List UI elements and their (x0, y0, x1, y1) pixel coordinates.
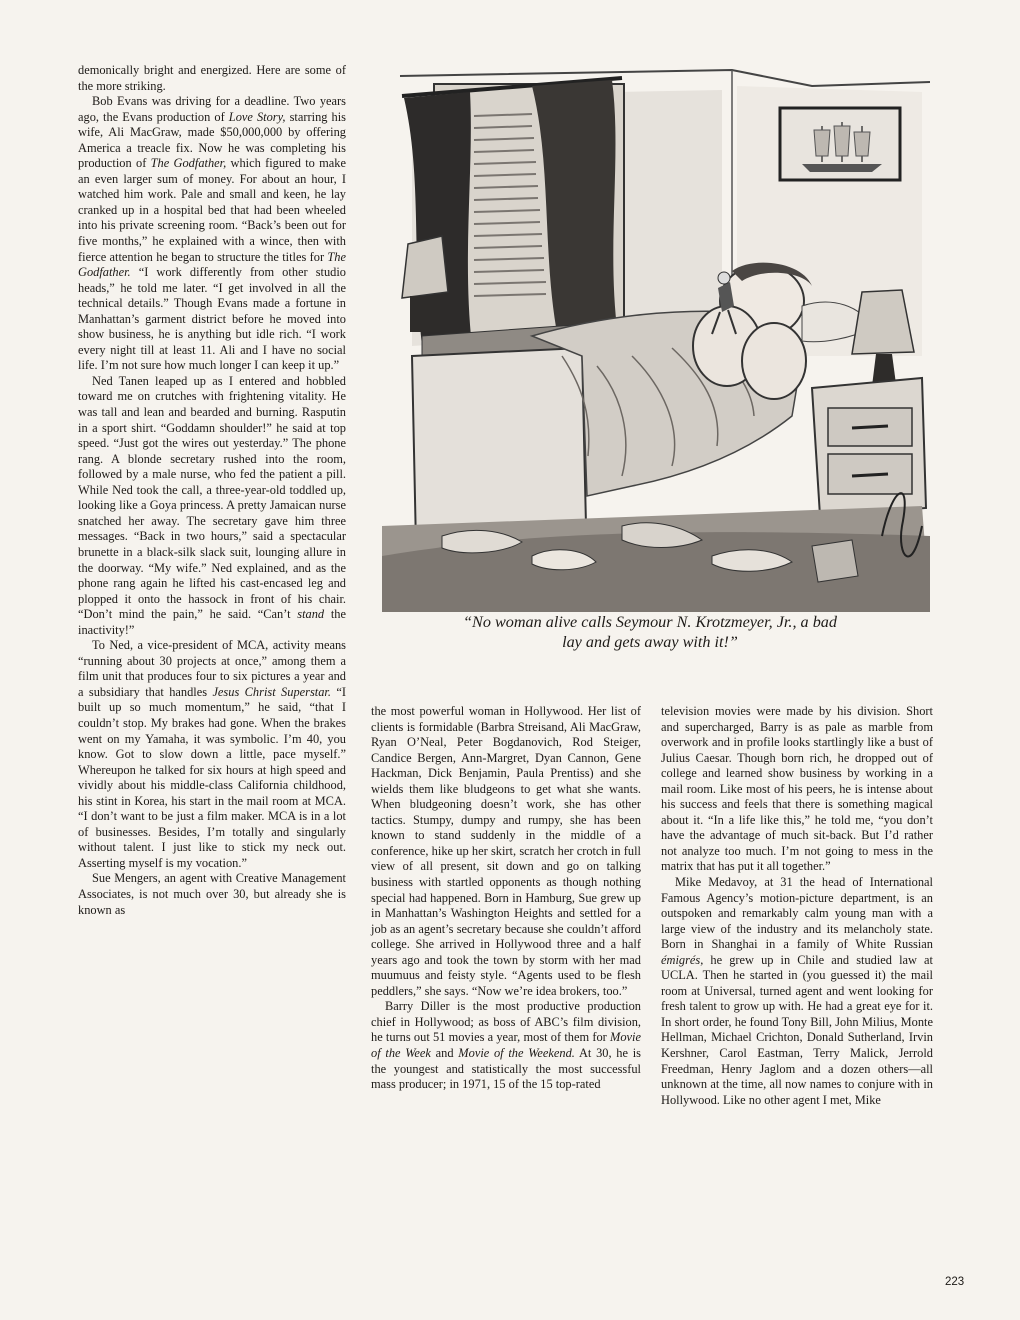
cartoon-caption (370, 612, 930, 652)
italic-title: Movie of the Week (371, 1030, 641, 1061)
caption-line-2: lay and gets away with it!” (562, 633, 738, 651)
paragraph (661, 875, 933, 1108)
paragraph (78, 638, 346, 871)
article-column-1 (78, 63, 346, 918)
italic-title: Movie of the Weekend. (458, 1046, 575, 1061)
paragraph-text: the inactivity!” (78, 607, 346, 637)
article-column-3 (661, 704, 933, 1108)
paragraph-text: Mike Medavoy, at 31 the head of International Famous Agency’s motion-picture department, is an outspoken and remarkably calm young man with a large view of the industry and its melancholy state. Born in Shanghai in a family of White Russian (661, 875, 933, 952)
italic-title: émigrés, (661, 952, 704, 967)
cartoon-illustration (382, 56, 930, 612)
paragraph (78, 871, 346, 918)
paragraph (78, 374, 346, 638)
paragraph (371, 704, 641, 999)
paragraph-text: starring his wife, Ali MacGraw, made $50,000,000 by offering America a treacle fix. Now he was completing his production of (78, 109, 346, 171)
italic-title: The Godfather. (78, 249, 346, 280)
paragraph (661, 704, 933, 875)
paragraph (371, 999, 641, 1092)
paragraph-text: he grew up in Chile and studied law at UCLA. Then he started in (you guessed it) the mail room at Universal, turned agent and went looking for fresh talent to grow up with. He had a great eye for it. In short order, he found Tony Bill, John Milius, Monte Hellman, Michael Crichton, Donald Sutherland, Irvin Kershner, Carol Eastman, Terry Malick, Jerrold Freedman, Henry Jaglom and a dozen others—all unknown at the time, all now names to conjure with in Hollywood. Like no other agent I met, Mike (661, 952, 933, 1107)
italic-title: stand (297, 607, 325, 622)
paragraph-text: To Ned, a vice-president of MCA, activity means “running about 30 projects at once,” among them a film unit that produces four to six pictures a year and a subsidiary that handles (78, 638, 346, 699)
article-column-2 (371, 704, 641, 1093)
paragraph-text: Ned Tanen leaped up as I entered and hobbled toward me on crutches with frightening vitality. He was tall and lean and bearded and burning. Rasputin in a sport shirt. “Goddamn shoulder!” he said at top speed. “Just got the wires out yesterday.” The phone rang. A blonde secretary rushed into the room, followed by a male nurse, who fed the patient a pill. While Ned took the call, a three-year-old toddled up, looking like a Goya princess. A pretty Jamaican nurse snatched her away. The secretary gave him three messages. “Back in two hours,” said a spectacular brunette in a black-silk slack suit, lounging allure in the doorway. “My wife.” Ned explained, and as the phone rang again he lifted his cast-encased leg and plopped it onto the hassock in front of his chair. “Don’t mind the pain,” he said. “Can’t (78, 373, 346, 622)
paragraph-text: demonically bright and energized. Here are some of the more striking. (78, 63, 346, 93)
paragraph-text: television movies were made by his division. Short and supercharged, Barry is as pale as marble from overwork and in profile looks startlingly like a bust of Julius Caesar. Though born rich, he dropped out of college and learned show business by working in a mail room. Like most of his peers, he is intense about his success and feels that there is something magical about it. “In a life like this,” he told me, “you don’t have the advantage of much sit-back. But I’d rather not analyze too much. I’m not going to mess in the matrix that has put it all together.” (661, 704, 933, 874)
paragraph-text: Sue Mengers, an agent with Creative Management Associates, is not much over 30, but already she is known as (78, 871, 346, 917)
paragraph-text: Barry Diller is the most productive production chief in Hollywood; as boss of ABC’s film division, he turns out 51 movies a year, most of them for (371, 999, 641, 1045)
italic-title: The Godfather, (150, 156, 227, 171)
paragraph (78, 94, 346, 374)
paragraph-text: “I work differently from other studio heads,” he told me later. “I get involved in all the technical details.” Though Evans made a fortune in Manhattan’s garment district before he moved into show business, he is anything but idle rich. “I work every night till at least 11. Ali and I have no social life. I’m not sure how much longer I can keep it up.” (78, 265, 346, 373)
page-number: 223 (945, 1276, 965, 1288)
italic-title: Love Story, (228, 109, 286, 124)
caption-line-1: “No woman alive calls Seymour N. Krotzmeyer, Jr., a bad (463, 613, 837, 631)
paragraph-text: At 30, he is the youngest and statistically the most successful mass producer; in 1971, 15 of the 15 top-rated (371, 1046, 641, 1092)
paragraph (78, 63, 346, 94)
paragraph-text: and (430, 1046, 459, 1061)
paragraph-text: the most powerful woman in Hollywood. Her list of clients is formidable (Barbra Streisand, Ali MacGraw, Ryan O’Neal, Peter Bogdanovich, Rod Steiger, Candice Bergen, Ann-Margret, Dyan Cannon, Gene Hackman, Dick Benjamin, Paula Prentiss) and she wields them like bludgeons to get what she wants. When bludgeoning doesn’t work, she has other tactics. Stumpy, dumpy and rumpy, she has been known to stand suddenly in the middle of a conference, hike up her skirt, scratch her crotch in full view of all present, sit down and go on talking business with startled opponents as though nothing special had happened. Born in Hamburg, Sue grew up in Manhattan’s Washington Heights and settled for a job as an agent’s secretary because she couldn’t afford college. She arrived in Hollywood three and a half years ago and took the town by storm with her mad muumuus and feisty style. “Agents used to be flesh peddlers,” she says. “Now we’re idea brokers, too.” (371, 704, 641, 998)
italic-title: Jesus Christ Superstar. (212, 684, 331, 699)
paragraph-text: “I built up so much momentum,” he said, “that I couldn’t stop. My brakes had gone. When the brakes went on my Yamaha, it was symbolic. I’m 40, you know. Got to slow down a little, pace myself.” Whereupon he talked for six hours at high speed and vividly about his middle-class California childhood, his stint in Korea, his start in the mail room at MCA. “I don’t want to be just a film maker. MCA is in a lot of businesses. Besides, I’m totally and singularly without talent. I just like to stick my neck out. Asserting myself is my vocation.” (78, 684, 346, 870)
paragraph-text: Bob Evans was driving for a deadline. Two years ago, the Evans production of (78, 94, 346, 124)
paragraph-text: which figured to make an even larger sum of money. For about an hour, I watched him work. Pale and small and keen, he lay cranked up in a hospital bed that had been wheeled into his private screening room. “Back’s been out for five months,” he explained with a wince, then with fierce attention he began to structure the titles for (78, 156, 346, 264)
